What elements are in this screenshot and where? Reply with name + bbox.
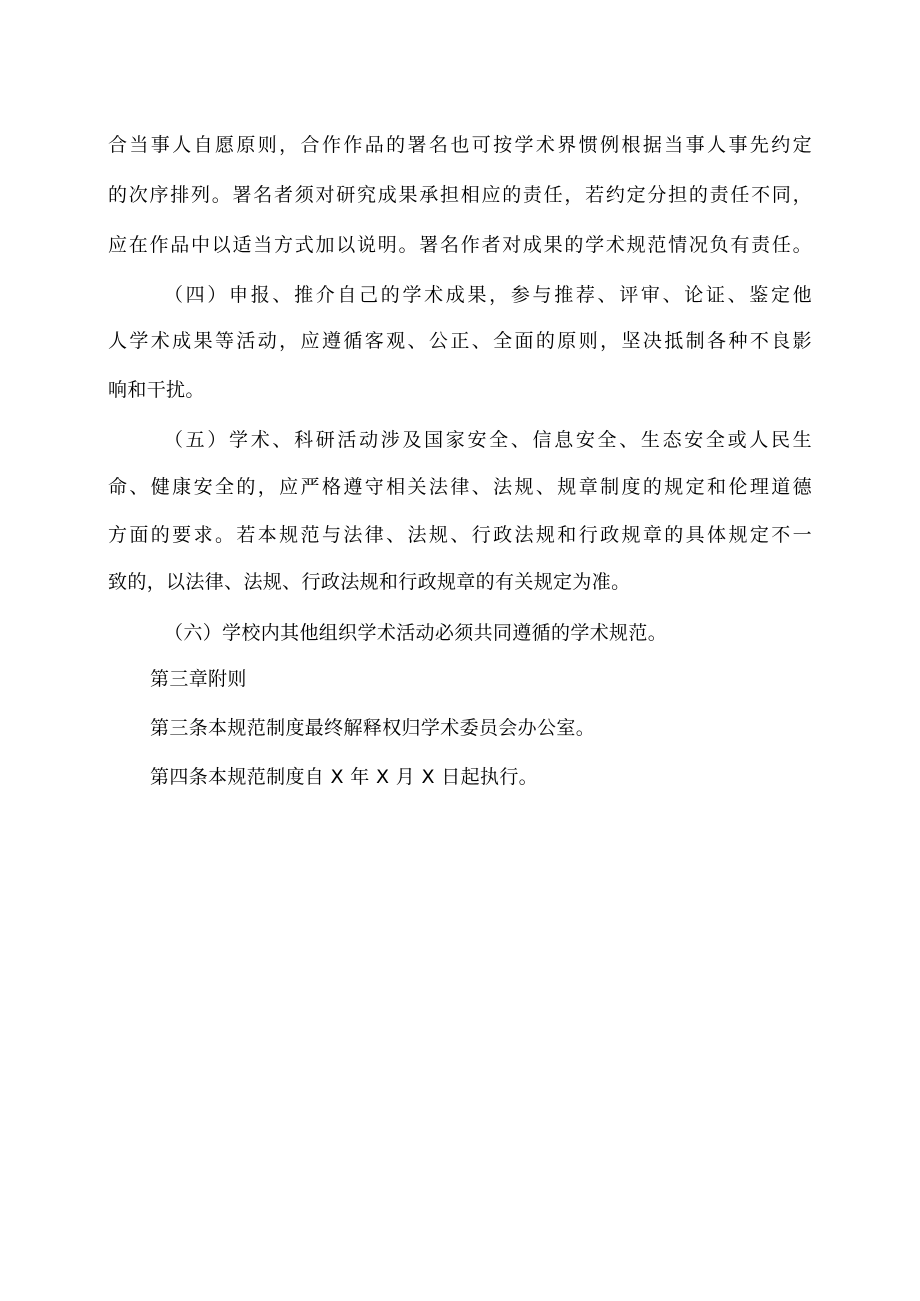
paragraph-line: （五）学术、科研活动涉及国家安全、信息安全、生态安全或人民生	[164, 429, 812, 451]
paragraph-line: （四）申报、推介自己的学术成果，参与推荐、评审、论证、鉴定他	[164, 284, 812, 306]
paragraph-line: 响和干扰。	[108, 379, 205, 401]
paragraph-line: 人学术成果等活动，应遵循客观、公正、全面的原则，坚决抵制各种不良影	[108, 330, 812, 352]
paragraph-line: 方面的要求。若本规范与法律、法规、行政法规和行政规章的具体规定不一	[108, 524, 812, 546]
article-line: 第四条本规范制度自 X 年 X 月 X 日起执行。	[150, 766, 539, 788]
paragraph-line: 应在作品中以适当方式加以说明。署名作者对成果的学术规范情况负有责任。	[108, 234, 812, 256]
chapter-heading: 第三章附则	[150, 668, 247, 690]
paragraph-line: 合当事人自愿原则，合作作品的署名也可按学术界惯例根据当事人事先约定	[108, 134, 812, 156]
article-line: 第三条本规范制度最终解释权归学术委员会办公室。	[150, 717, 596, 739]
paragraph-line: 的次序排列。署名者须对研究成果承担相应的责任，若约定分担的责任不同，	[108, 184, 812, 206]
paragraph-line: 致的，以法律、法规、行政法规和行政规章的有关规定为准。	[108, 571, 631, 593]
paragraph-line: 命、健康安全的，应严格遵守相关法律、法规、规章制度的规定和伦理道德	[108, 476, 812, 498]
paragraph-line: （六）学校内其他组织学术活动必须共同遵循的学术规范。	[164, 622, 668, 644]
